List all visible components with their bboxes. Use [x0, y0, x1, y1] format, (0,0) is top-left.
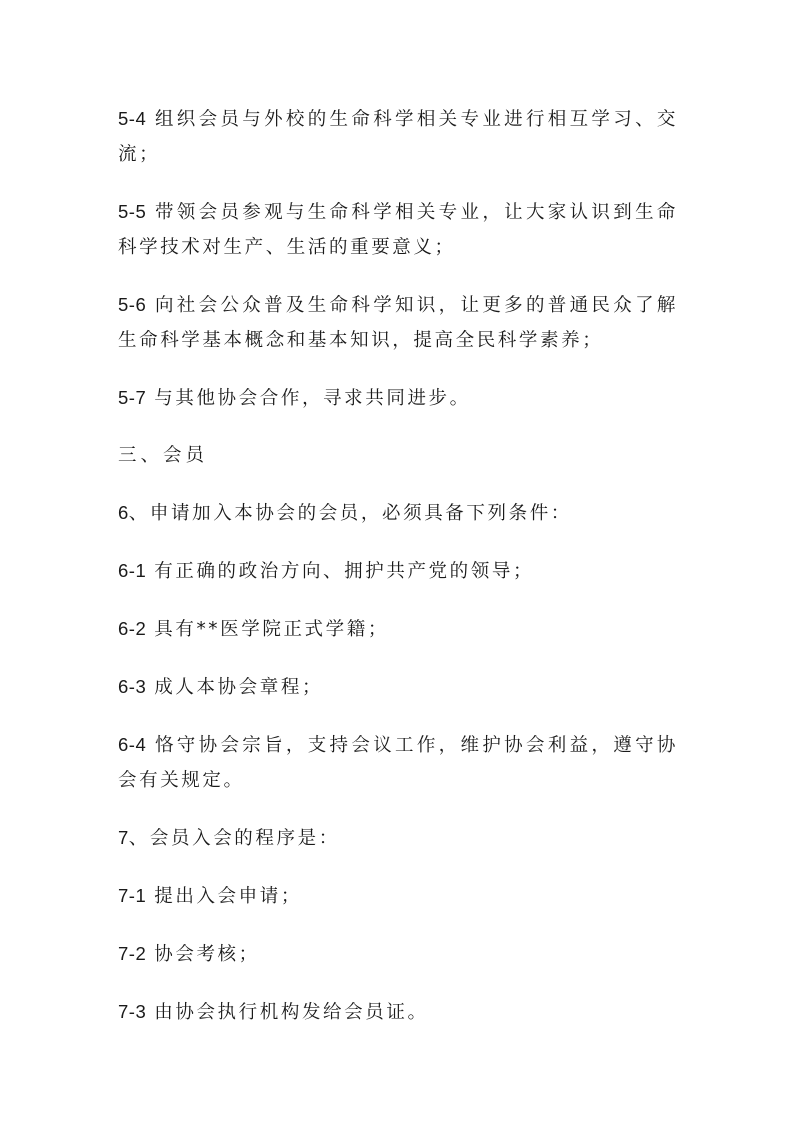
clause-text: 成人本协会章程； [154, 677, 324, 698]
clause-text: 协会考核； [154, 944, 260, 965]
clause-5-5 [118, 194, 678, 265]
clause-5-7 [118, 380, 678, 416]
clause-number: 6-2 [118, 618, 147, 639]
clause-number: 5-6 [118, 294, 147, 315]
clause-6-3 [118, 669, 678, 705]
clause-text: 恪守协会宗旨，支持会议工作，维护协会利益，遵守协会有关规定。 [118, 735, 678, 791]
document-page [118, 101, 678, 1052]
clause-text: 向社会公众普及生命科学知识，让更多的普通民众了解生命科学基本概念和基本知识，提高全民科学素养； [118, 295, 678, 351]
clause-number: 7-1 [118, 885, 147, 906]
clause-6 [118, 495, 678, 531]
clause-7 [118, 820, 678, 856]
clause-text: 组织会员与外校的生命科学相关专业进行相互学习、交流； [118, 109, 678, 165]
clause-text: 与其他协会合作，寻求共同进步。 [154, 388, 471, 409]
clause-6-4 [118, 727, 678, 798]
clause-text: 有正确的政治方向、拥护共产党的领导； [154, 561, 535, 582]
clause-number: 7-2 [118, 943, 147, 964]
clause-6-1 [118, 553, 678, 589]
clause-number: 6 [118, 502, 129, 523]
clause-number: 7 [118, 827, 129, 848]
clause-number: 5-5 [118, 201, 147, 222]
clause-number: 5-4 [118, 108, 147, 129]
clause-number: 6-4 [118, 734, 147, 755]
clause-text: 提出入会申请； [154, 886, 302, 907]
clause-text: 具有**医学院正式学籍； [154, 619, 389, 640]
clause-7-3 [118, 994, 678, 1030]
section-heading-text: 三、会员 [118, 445, 209, 466]
clause-7-1 [118, 878, 678, 914]
clause-7-2 [118, 936, 678, 972]
clause-text: 、申请加入本协会的会员，必须具备下列条件： [128, 503, 572, 524]
clause-number: 7-3 [118, 1001, 147, 1022]
clause-text: 、会员入会的程序是： [128, 828, 340, 849]
clause-6-2 [118, 611, 678, 647]
clause-text: 带领会员参观与生命科学相关专业，让大家认识到生命科学技术对生产、生活的重要意义； [118, 202, 678, 258]
clause-5-6 [118, 287, 678, 358]
clause-5-4 [118, 101, 678, 172]
clause-number: 5-7 [118, 387, 147, 408]
clause-text: 由协会执行机构发给会员证。 [154, 1002, 429, 1023]
clause-number: 6-1 [118, 560, 147, 581]
clause-number: 6-3 [118, 676, 147, 697]
section-heading-members [118, 438, 678, 473]
